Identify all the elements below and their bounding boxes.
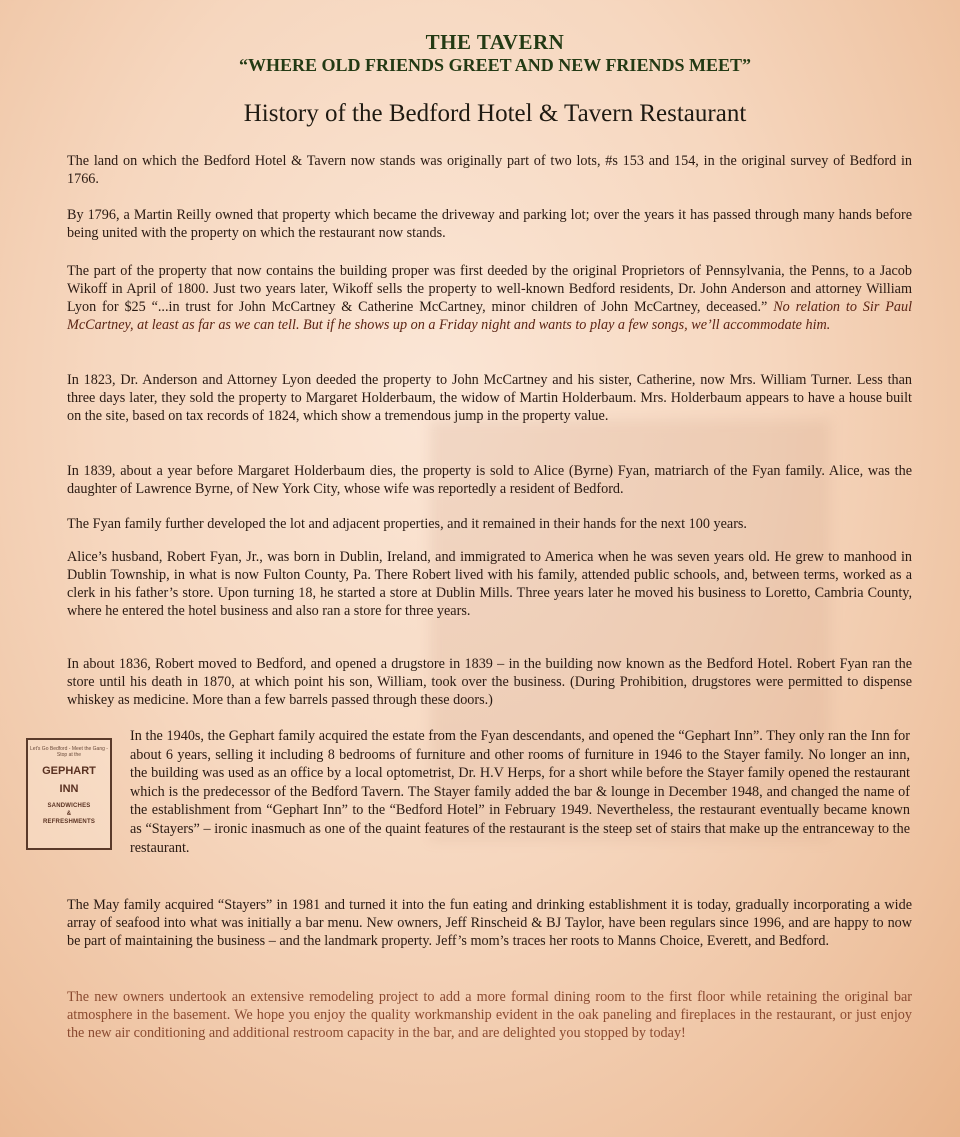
- paragraph-may-family: The May family acquired “Stayers” in 1981 and turned it into the fun eating and drinking establishment it is today, gradually incorporating a wide array of seafood into what was initially a bar menu. New owners, Jeff Rinscheid & BJ Taylor, have been regulars since 1996, and are happy to now be part of maintaining the business – and the landmark property. Jeff’s mom’s traces her roots to Manns Choice, Everett, and Bedford.: [67, 897, 912, 949]
- paragraph-fyan-family: The Fyan family further developed the lot and adjacent properties, and it remained in their hands for the next 100 years.: [67, 516, 747, 532]
- sign-sandwiches: SANDWICHES: [47, 803, 91, 809]
- paragraph-holderbaum: In 1823, Dr. Anderson and Attorney Lyon deeded the property to John McCartney and his sister, Catherine, now Mrs. William Turner. Less than three days later, they sold the property to Margaret Holderbaum, the widow of Martin Holderbaum. Mrs. Holderbaum appears to have a house built on the site, based on tax records of 1824, which show a tremendous jump in the property value.: [67, 372, 912, 424]
- paragraph-fyan: In 1839, about a year before Margaret Holderbaum dies, the property is sold to Alice (Byrne) Fyan, matriarch of the Fyan family. Alice, was the daughter of Lawrence Byrne, of New York City, whose wife was reportedly a resident of Bedford.: [67, 463, 912, 497]
- mccartney-aside: No relation to Sir Paul McCartney, at least as far as we can tell. But if he shows up on a Friday night and wants to play a few songs, we’ll accommodate him.: [67, 299, 913, 333]
- paragraph-robert-fyan: Alice’s husband, Robert Fyan, Jr., was born in Dublin, Ireland, and immigrated to America when he was seven years old. He grew to manhood in Dublin Township, in what is now Fulton County, Pa. There Robert lived with his family, attended public schools, and, between terms, worked as a clerk in his father’s store. Upon turning 18, he started a store at Dublin Mills. Three years later he moved his business to Loretto, Cambria County, where he entered the hotel business and also ran a store for three years.: [67, 549, 912, 619]
- sign-name-inn: INN: [59, 783, 79, 795]
- header-title: THE TAVERN: [425, 30, 565, 54]
- page-title: History of the Bedford Hotel & Tavern Restaurant: [243, 100, 747, 127]
- sign-refreshments: REFRESHMENTS: [42, 819, 96, 825]
- sign-name-gephart: GEPHART: [42, 765, 96, 777]
- paragraph-drugstore: In about 1836, Robert moved to Bedford, and opened a drugstore in 1839 – in the building now known as the Bedford Hotel. Robert Fyan ran the store until his death in 1870, at which point his son, William, took over the business. (During Prohibition, drugstores were permitted to dispense whiskey as medicine. More than a few barrels passed through these doors.): [67, 656, 912, 708]
- paragraph-reilly: By 1796, a Martin Reilly owned that property which became the driveway and parking lot; over the years it has passed through many hands before being united with the property on which the restaurant now stands.: [67, 207, 912, 241]
- paragraph-penns: The part of the property that now contains the building proper was first deeded by the original Proprietors of Pennsylvania, the Penns, to a Jacob Wikoff in April of 1800. Just two years later, Wikoff sells the property to well-known Bedford residents, Dr. John Anderson and attorney William Lyon for $25 “...in trust for John McCartney & Catherine McCartney, minor children of John McCartney, deceased.” No relation to Sir Paul McCartney, at least as far as we can tell. But if he shows up on a Friday night and wants to play a few songs, we’ll accommodate him.: [67, 263, 913, 333]
- sign-ampersand: &: [66, 811, 72, 817]
- gephart-inn-sign: [26, 738, 112, 850]
- header-slogan: “WHERE OLD FRIENDS GREET AND NEW FRIENDS MEET”: [239, 55, 751, 75]
- paragraph-lots: The land on which the Bedford Hotel & Tavern now stands was originally part of two lots, #s 153 and 154, in the original survey of Bedford in 1766.: [67, 153, 912, 187]
- sign-tiny-text: Let's Go Bedford - Meet the Gang - Stop at the: [30, 746, 108, 758]
- paragraph-gephart: In the 1940s, the Gephart family acquired the estate from the Fyan descendants, and opened the “Gephart Inn”. They only ran the Inn for about 6 years, selling it including 8 bedrooms of furniture and other rooms of furniture in 1946 to the Stayer family. No longer an inn, the building was used as an office by a local optometrist, Dr. H.V Herps, for a short while before the Stayer family opened the restaurant which is the predecessor of the Bedford Tavern. The Stayer family added the bar & lounge in December 1948, and changed the name of the establishment from “Gephart Inn” to the “Bedford Hotel” in February 1949. Nevertheless, the restaurant eventually became known as “Stayers” – ironic inasmuch as one of the quaint features of the restaurant is the steep set of stairs that make up the entranceway to the restaurant.: [130, 728, 910, 856]
- paragraph-remodeling: The new owners undertook an extensive remodeling project to add a more formal dining room to the first floor while retaining the original bar atmosphere in the basement. We hope you enjoy the quality workmanship evident in the oak paneling and fireplaces in the restaurant, or just enjoy the new air conditioning and additional restroom capacity in the bar, and are delighted you stopped by today!: [67, 989, 912, 1041]
